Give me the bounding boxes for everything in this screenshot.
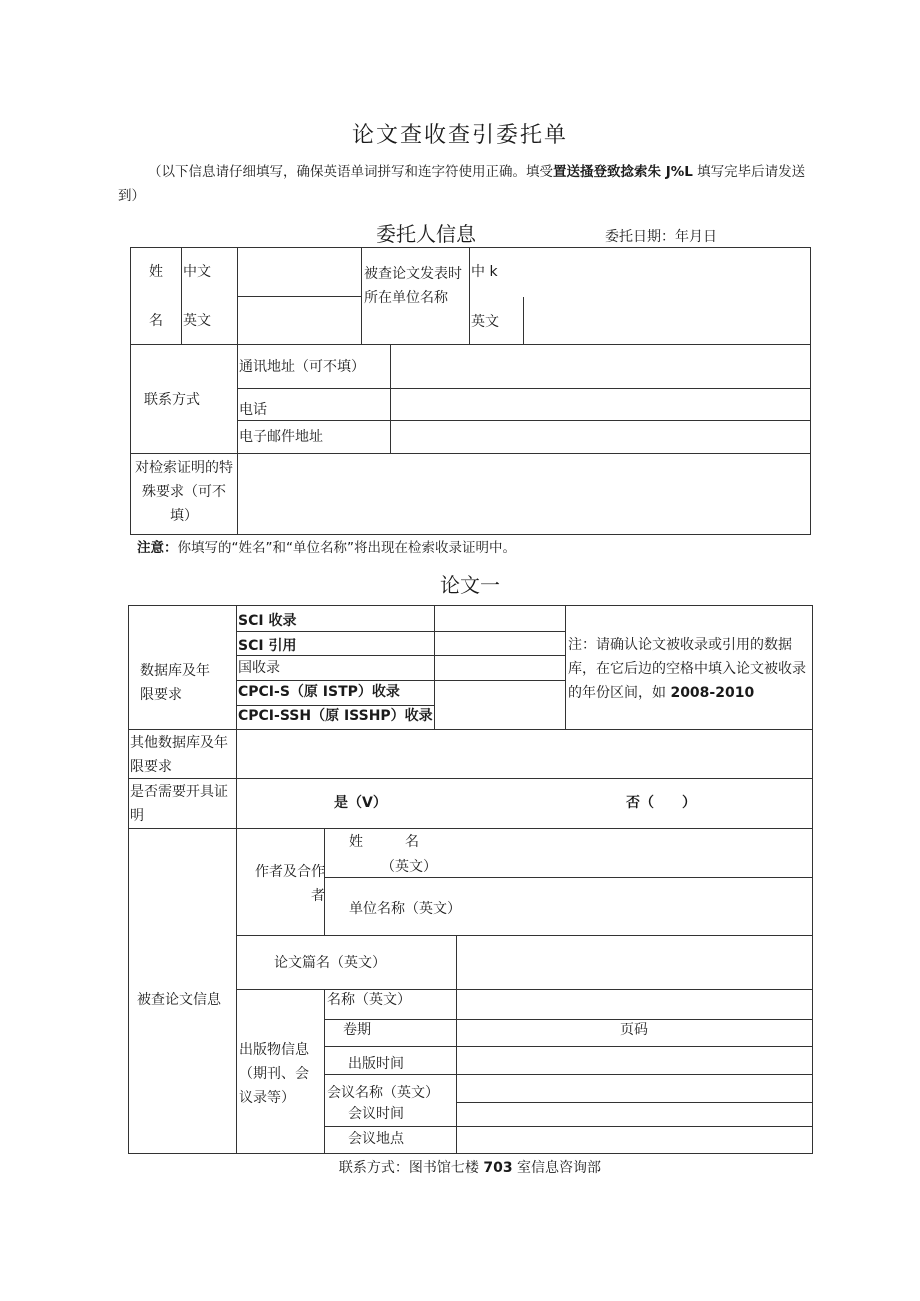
note — [137, 536, 516, 556]
publication-time-label: 出版时间 — [348, 1056, 404, 1072]
certificate-yes-option: 是（V） — [334, 795, 387, 811]
name-label-top: 姓 — [149, 264, 163, 280]
db-item-sci-cited: SCI 引用 — [238, 638, 297, 654]
footer-room: 703 — [483, 1160, 513, 1176]
intro-text-after: 填写完毕后请发送到） — [118, 164, 806, 204]
paper-section-heading: 论文一 — [440, 573, 500, 597]
pages-label: 页码 — [620, 1022, 648, 1038]
database-note-text: 注：请确认论文被收录或引用的数据库，在它后边的空格中填入论文被收录的年份区间，如 — [568, 637, 806, 701]
unit-chinese-label: 中 k — [471, 264, 498, 280]
unit-name-label: 被查论文发表时所在单位名称 — [364, 266, 462, 306]
email-label: 电子邮件地址 — [239, 429, 323, 445]
footer-suffix: 室信息咨询部 — [512, 1160, 602, 1176]
page-title: 论文查收查引委托单 — [351, 123, 568, 148]
footer-prefix: 联系方式：图书馆七楼 — [338, 1160, 484, 1176]
publication-label: 出版物信息（期刊、会议录等） — [239, 1042, 309, 1106]
name-label-bottom: 名 — [149, 313, 163, 329]
paper-title-label: 论文篇名（英文） — [274, 955, 386, 971]
paper-info-label: 被查论文信息 — [137, 992, 221, 1008]
volume-label: 卷期 — [343, 1022, 371, 1038]
special-requirements-label: 对检索证明的特殊要求（可不填） — [135, 460, 233, 524]
conference-name-label: 会议名称（英文） — [327, 1085, 439, 1101]
db-item-sci-indexed: SCI 收录 — [238, 613, 297, 629]
phone-label: 电话 — [239, 402, 267, 418]
db-item-ei: 国收录 — [238, 660, 280, 676]
contact-label: 联系方式 — [144, 392, 200, 408]
name-chinese-label: 中文 — [183, 264, 211, 280]
note-prefix: 注意： — [137, 540, 178, 556]
database-note — [568, 633, 813, 705]
authors-label: 作者及合作者 — [255, 864, 325, 904]
intro-text-before: （以下信息请仔细填写，确保英语单词拼写和连字符使用正确。填受 — [148, 164, 553, 180]
address-label: 通讯地址（可不填） — [239, 359, 365, 375]
note-text: 你填写的“姓名”和“单位名称”将出现在检索收录证明中。 — [177, 540, 516, 556]
author-unit-label: 单位名称（英文） — [349, 901, 461, 917]
database-label: 数据库及年限要求 — [140, 663, 210, 703]
unit-english-label: 英文 — [471, 314, 499, 330]
client-section-heading: 委托人信息 — [376, 222, 476, 246]
conference-place-label: 会议地点 — [348, 1131, 404, 1147]
db-item-cpci-s: CPCI-S（原 ISTP）收录 — [238, 684, 400, 700]
certificate-label: 是否需要开具证明 — [130, 784, 228, 824]
footer-contact — [0, 1157, 920, 1177]
certificate-no-option: 否（ ） — [626, 795, 696, 811]
conference-time-label: 会议时间 — [348, 1106, 404, 1122]
database-note-example: 2008-2010 — [670, 685, 755, 701]
other-database-label: 其他数据库及年限要求 — [130, 735, 228, 775]
author-name-label: 姓 名 — [349, 834, 419, 850]
commission-date-label: 委托日期：年月日 — [605, 229, 717, 245]
name-english-label: 英文 — [183, 313, 211, 329]
intro-text-bold: 置送搔登致捻索朱 J%L — [553, 164, 693, 180]
publication-name-label: 名称（英文） — [327, 992, 411, 1008]
db-item-cpci-ssh: CPCI-SSH（原 ISSHP）收录 — [238, 708, 433, 724]
author-name-english-label: （英文） — [381, 859, 437, 875]
